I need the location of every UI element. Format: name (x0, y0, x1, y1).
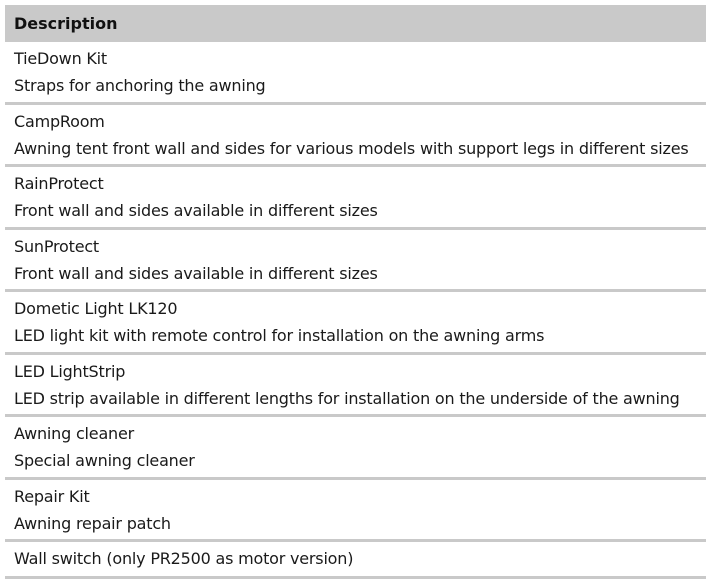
row-name: LED LightStrip (14, 361, 126, 381)
row-name: RainProtect (14, 174, 104, 193)
table-row (5, 480, 706, 543)
row-description: Special awning cleaner (14, 451, 195, 470)
row-name: CampRoom (14, 111, 105, 131)
row-name: Awning cleaner (14, 424, 135, 443)
table-row (5, 355, 706, 418)
table-row (5, 105, 706, 168)
row-description: LED light kit with remote control for installation on the awning arms (14, 326, 545, 345)
row-description: LED strip available in different lengths for installation on the underside of the awning (14, 388, 680, 408)
row-description: Straps for anchoring the awning (14, 76, 266, 95)
row-description: Front wall and sides available in different sizes (14, 263, 378, 283)
table-row (5, 167, 706, 230)
row-description: Front wall and sides available in different sizes (14, 201, 378, 220)
row-name: Wall switch (only PR2500 as motor version) (14, 549, 354, 568)
row-description: Awning tent front wall and sides for various models with support legs in different sizes (14, 138, 689, 158)
table-row (5, 230, 706, 293)
header-description: Description (14, 14, 118, 33)
row-name: Repair Kit (14, 486, 90, 506)
table-row (5, 292, 706, 355)
row-description: Awning repair patch (14, 513, 171, 533)
table-row (5, 542, 706, 576)
accessories-table (5, 5, 706, 579)
table-header (5, 5, 706, 42)
table-row (5, 417, 706, 480)
row-name: TieDown Kit (14, 49, 108, 68)
row-name: SunProtect (14, 236, 100, 256)
table-row (5, 42, 706, 105)
row-name: Dometic Light LK120 (14, 299, 178, 318)
